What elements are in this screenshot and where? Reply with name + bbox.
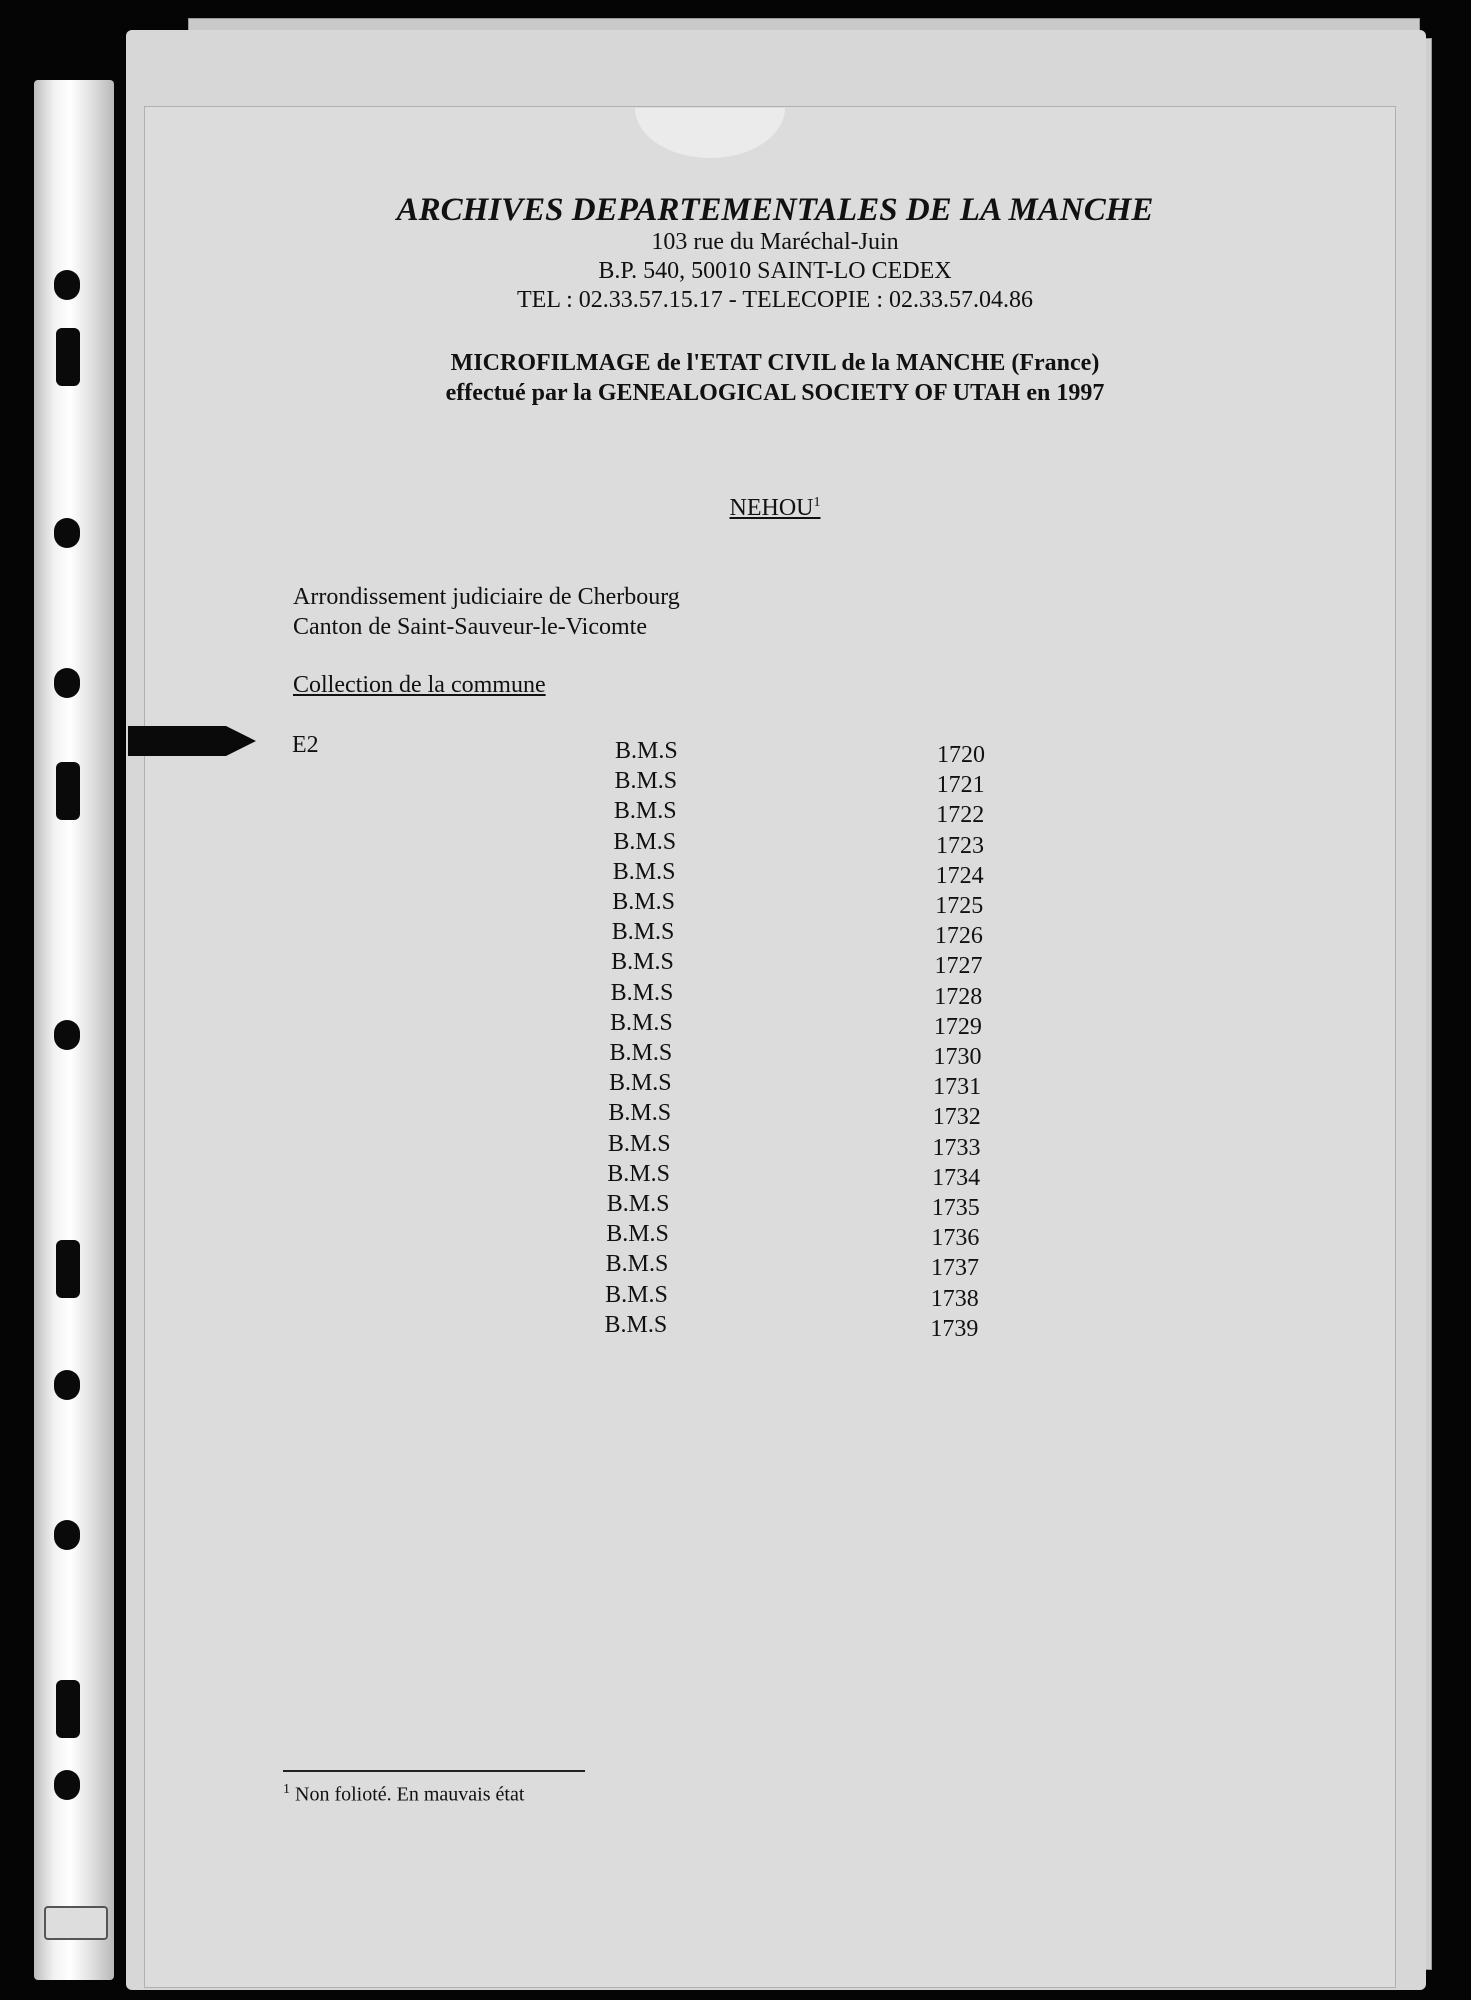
binder-hole (54, 518, 80, 548)
record-year: 1720 (937, 742, 985, 768)
binder-hole (54, 1370, 80, 1400)
record-year: 1732 (932, 1104, 981, 1131)
record-type: B.M.S (612, 889, 675, 915)
collection-cote: E2 (292, 732, 319, 758)
record-year: 1723 (935, 832, 984, 859)
record-year: 1727 (934, 953, 983, 980)
record-year: 1729 (933, 1013, 982, 1040)
record-year: 1737 (931, 1255, 980, 1282)
binder-hole (54, 668, 80, 698)
commune-title (0, 495, 1471, 522)
address-line-2: B.P. 540, 50010 SAINT-LO CEDEX (598, 258, 952, 284)
footnote-rule (283, 1770, 585, 1772)
record-type: B.M.S (604, 1311, 668, 1338)
record-type: B.M.S (610, 1009, 673, 1036)
record-type: B.M.S (610, 979, 674, 1006)
record-year: 1731 (933, 1074, 982, 1101)
pointer-arrow-icon (128, 722, 258, 760)
record-type: B.M.S (611, 919, 675, 946)
binder-logo (44, 1906, 108, 1940)
arrondissement: Arrondissement judiciaire de Cherbourg (293, 584, 680, 610)
record-type: B.M.S (613, 798, 677, 825)
footnote-reference: 1 (813, 495, 821, 510)
collection-heading: Collection de la commune (293, 672, 546, 698)
record-year: 1724 (935, 862, 984, 889)
footnote-text: Non folioté. En mauvais état (295, 1783, 525, 1806)
footnote (283, 1782, 524, 1807)
canton: Canton de Saint-Sauveur-le-Vicomte (293, 614, 647, 640)
project-line-1: MICROFILMAGE de l'ETAT CIVIL de la MANCHE (France) (450, 350, 1100, 376)
record-year: 1738 (930, 1285, 979, 1312)
record-type: B.M.S (608, 1100, 672, 1127)
binder-hole (56, 1240, 80, 1298)
record-year: 1721 (936, 772, 985, 799)
footnote-mark: 1 (283, 1782, 290, 1797)
record-type: B.M.S (615, 738, 678, 764)
institution-title: ARCHIVES DEPARTEMENTALES DE LA MANCHE (396, 192, 1154, 228)
record-year: 1722 (936, 802, 985, 829)
record-type: B.M.S (607, 1130, 671, 1157)
record-type: B.M.S (605, 1251, 669, 1278)
record-year: 1733 (932, 1134, 981, 1161)
record-year: 1730 (933, 1044, 982, 1070)
record-type: B.M.S (606, 1221, 669, 1248)
binder-hole (54, 1020, 80, 1050)
record-type: B.M.S (606, 1191, 670, 1217)
binder-hole (56, 1680, 80, 1738)
record-year: 1728 (934, 983, 983, 1010)
contact-line: TEL : 02.33.57.15.17 - TELECOPIE : 02.33.57.04.86 (517, 287, 1033, 313)
binder-hole (54, 1770, 80, 1800)
project-line-2: effectué par la GENEALOGICAL SOCIETY OF UTAH en 1997 (445, 380, 1105, 406)
record-year: 1739 (930, 1315, 979, 1342)
record-year: 1734 (932, 1164, 981, 1191)
record-type: B.M.S (613, 828, 677, 855)
record-year: 1726 (934, 923, 983, 950)
address-line-1: 103 rue du Maréchal-Juin (651, 229, 899, 255)
record-year: 1735 (931, 1195, 980, 1221)
commune-name: NEHOU (729, 495, 814, 521)
record-type: B.M.S (611, 949, 674, 976)
record-type: B.M.S (609, 1040, 673, 1066)
record-type: B.M.S (608, 1070, 672, 1097)
binder-hole (56, 762, 80, 820)
record-type: B.M.S (607, 1160, 670, 1187)
record-type: B.M.S (614, 768, 678, 795)
record-type: B.M.S (605, 1281, 668, 1308)
record-type: B.M.S (612, 858, 676, 885)
binder-hole (54, 1520, 80, 1550)
record-year: 1725 (935, 893, 984, 919)
record-year: 1736 (931, 1225, 980, 1252)
